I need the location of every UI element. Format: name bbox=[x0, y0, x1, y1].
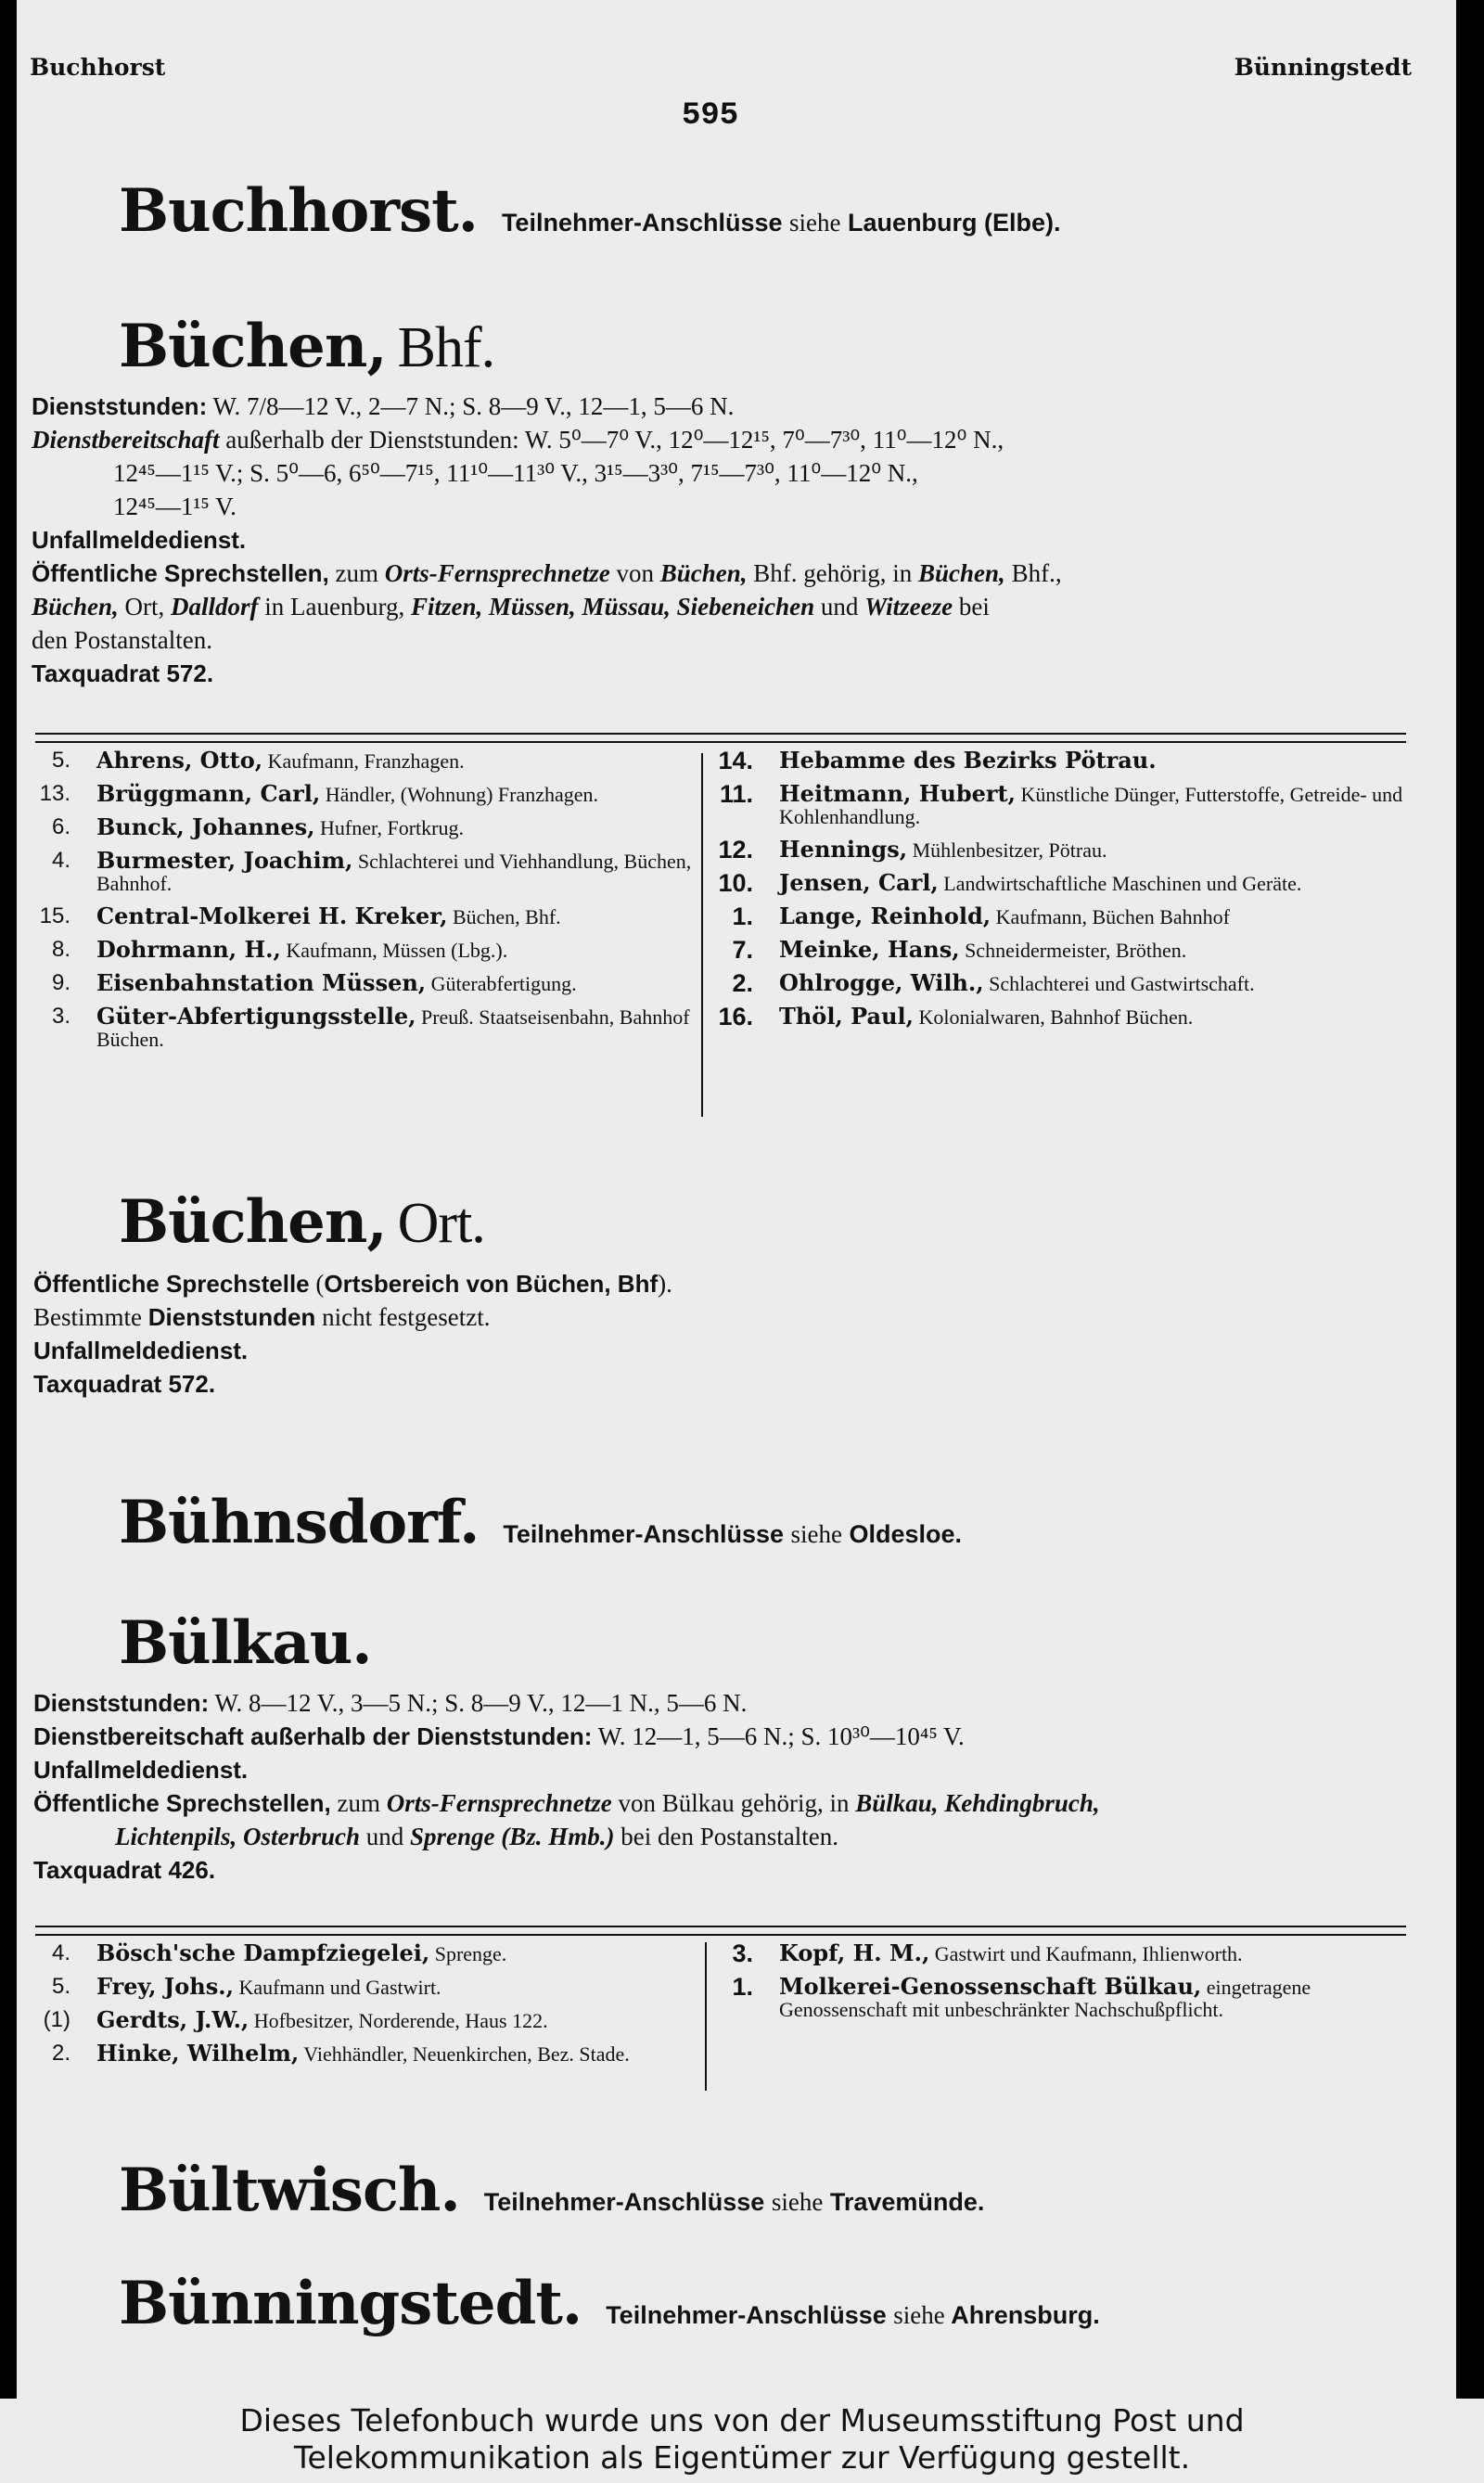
crossref-label: Teilnehmer-Anschlüsse bbox=[483, 2188, 765, 2216]
subscriber-name: Hennings, bbox=[779, 836, 908, 863]
info-segment: Dienstbereitschaft bbox=[32, 426, 220, 454]
place-name: Bühnsdorf. bbox=[119, 1488, 480, 1557]
column-divider bbox=[705, 1942, 707, 2091]
info-segment: zum bbox=[330, 1789, 387, 1817]
subscriber-number: 10. bbox=[718, 869, 753, 897]
subscriber-description: Viehhändler, Neuenkirchen, Bez. Stade. bbox=[299, 2042, 630, 2066]
subscriber-number: 4. bbox=[51, 1940, 70, 1965]
info-segment: Dienststunden: bbox=[33, 1689, 210, 1717]
subscriber-number: 15. bbox=[39, 903, 70, 928]
subscriber-description: Preuß. Staatseisenbahn, Bahnhof Büchen. bbox=[96, 1005, 690, 1051]
info-segment: Büchen, bbox=[32, 593, 119, 621]
info-segment: nicht festgesetzt. bbox=[315, 1303, 491, 1331]
info-line bbox=[32, 456, 1414, 490]
subscriber-number: 2. bbox=[51, 2041, 70, 2066]
info-segment: ( bbox=[309, 1270, 325, 1298]
crossref-see: siehe bbox=[790, 1520, 842, 1548]
subscriber-number: 5. bbox=[51, 1974, 70, 1999]
running-head-left: Buchhorst bbox=[30, 54, 166, 81]
subscriber-description: Kolonialwaren, Bahnhof Büchen. bbox=[914, 1005, 1194, 1029]
subscriber-description: Kaufmann, Müssen (Lbg.). bbox=[280, 939, 508, 962]
info-segment: und bbox=[814, 593, 865, 621]
info-line bbox=[32, 623, 1414, 657]
info-segment: Dalldorf bbox=[171, 593, 259, 621]
crossref-see: siehe bbox=[789, 209, 841, 237]
info-line bbox=[33, 1753, 1415, 1786]
subscriber-entry bbox=[32, 780, 694, 807]
subscriber-entry bbox=[714, 969, 1406, 997]
info-line bbox=[32, 557, 1414, 590]
subscriber-number: (1) bbox=[43, 2007, 70, 2032]
info-line bbox=[32, 590, 1414, 623]
crossref-label: Teilnehmer-Anschlüsse bbox=[501, 209, 783, 237]
info-segment: bei bbox=[953, 593, 990, 621]
info-segment: 12⁴⁵—1¹⁵ V.; S. 5⁰—6, 6⁵⁰—7¹⁵, 11¹⁰—11³⁰ V., 3¹⁵—3³⁰, 7¹⁵—7³⁰, 11⁰—12⁰ N., bbox=[113, 459, 918, 487]
subscriber-entry bbox=[32, 2006, 697, 2033]
info-segment: W. 12—1, 5—6 N.; S. 10³⁰—10⁴⁵ V. bbox=[592, 1722, 965, 1750]
subscriber-number: 8. bbox=[51, 937, 70, 962]
subscriber-entry bbox=[714, 838, 1406, 862]
subscriber-name: Eisenbahnstation Müssen, bbox=[96, 969, 427, 996]
subscriber-number: 1. bbox=[732, 902, 753, 930]
subscriber-name: Hebamme des Bezirks Pötrau. bbox=[779, 747, 1157, 774]
subscriber-number: 14. bbox=[718, 747, 753, 774]
info-segment: von Bülkau gehörig, in bbox=[611, 1789, 856, 1817]
subscriber-entry bbox=[32, 1939, 697, 1966]
info-segment: Ort, bbox=[118, 593, 172, 621]
info-segment: Taxquadrat 572. bbox=[33, 1370, 216, 1398]
entries-left-buechen-bhf bbox=[32, 749, 694, 1061]
subscriber-description: Kaufmann, Büchen Bahnhof bbox=[991, 905, 1230, 928]
info-block-buechen-bhf bbox=[32, 390, 1414, 690]
info-line bbox=[33, 1720, 1415, 1753]
subscriber-description: Künstliche Dünger, Futterstoffe, Getreide- und Kohlenhandlung. bbox=[779, 783, 1403, 828]
info-segment: Ortsbereich von Büchen, Bhf bbox=[324, 1270, 659, 1298]
heading-buehnsdorf bbox=[119, 1488, 963, 1557]
info-line bbox=[33, 1267, 1415, 1300]
subscriber-number: 9. bbox=[51, 970, 70, 995]
subscriber-description: Schneidermeister, Bröthen. bbox=[959, 939, 1187, 962]
subscriber-number: 13. bbox=[39, 781, 70, 806]
entries-right-buechen-bhf bbox=[714, 749, 1406, 1039]
subscriber-name: Hinke, Wilhelm, bbox=[96, 2040, 300, 2067]
info-line bbox=[32, 657, 1414, 690]
heading-buenningstedt bbox=[119, 2269, 1100, 2338]
place-name: Büchen, bbox=[119, 312, 387, 381]
info-segment: Unfallmeldedienst. bbox=[33, 1337, 249, 1364]
info-segment: Büchen, bbox=[918, 559, 1005, 587]
info-line bbox=[33, 1367, 1415, 1401]
section-rule bbox=[35, 1926, 1406, 1936]
subscriber-name: Lange, Reinhold, bbox=[779, 902, 991, 929]
subscriber-name: Güter-Abfertigungsstelle, bbox=[96, 1003, 416, 1030]
info-segment: bei den Postanstalten. bbox=[614, 1823, 839, 1850]
subscriber-number: 4. bbox=[51, 848, 70, 873]
subscriber-name: Gerdts, J.W., bbox=[96, 2006, 249, 2033]
subscriber-name: Ahrens, Otto, bbox=[96, 747, 263, 774]
crossref-label: Teilnehmer-Anschlüsse bbox=[606, 2301, 887, 2329]
subscriber-name: Brüggmann, Carl, bbox=[96, 780, 321, 807]
subscriber-entry bbox=[714, 902, 1406, 930]
entries-left-buelkau bbox=[32, 1939, 697, 2076]
entries-right-buelkau bbox=[714, 1939, 1406, 2031]
info-segment: Witzeeze bbox=[864, 593, 953, 621]
subscriber-number: 7. bbox=[732, 936, 753, 964]
subscriber-entry bbox=[32, 2042, 697, 2066]
crossref-target: Oldesloe. bbox=[849, 1520, 963, 1548]
subscriber-description: Güterabfertigung. bbox=[426, 972, 577, 995]
info-segment: Dienstbereitschaft außerhalb der Dienststunden: bbox=[33, 1722, 593, 1750]
subscriber-number: 16. bbox=[718, 1003, 753, 1030]
subscriber-name: Bösch'sche Dampfziegelei, bbox=[96, 1939, 430, 1966]
subscriber-name: Ohlrogge, Wilh., bbox=[779, 969, 984, 996]
place-name: Bültwisch. bbox=[119, 2156, 460, 2225]
running-head-right: Bünningstedt bbox=[1234, 54, 1412, 81]
subscriber-name: Bunck, Johannes, bbox=[96, 813, 315, 840]
subscriber-entry bbox=[714, 936, 1406, 964]
heading-buechen-bhf bbox=[119, 312, 495, 381]
subscriber-number: 11. bbox=[719, 780, 753, 808]
subscriber-name: Heitmann, Hubert, bbox=[779, 780, 1016, 807]
subscriber-name: Kopf, H. M., bbox=[779, 1939, 930, 1966]
subscriber-description: Büchen, Bhf. bbox=[447, 905, 561, 928]
crossref-target: Travemünde. bbox=[829, 2188, 985, 2216]
subscriber-entry bbox=[32, 813, 694, 840]
crossref-target: Lauenburg (Elbe). bbox=[848, 209, 1061, 237]
info-block-buelkau bbox=[33, 1686, 1415, 1887]
subscriber-number: 1. bbox=[732, 1973, 753, 2001]
info-line bbox=[33, 1300, 1415, 1334]
subscriber-description: Hufner, Fortkrug. bbox=[314, 816, 464, 839]
subscriber-description: Mühlenbesitzer, Pötrau. bbox=[907, 838, 1107, 862]
info-line bbox=[33, 1334, 1415, 1367]
place-name: Bünningstedt. bbox=[119, 2269, 582, 2338]
subscriber-description: Gastwirt und Kaufmann, Ihlienworth. bbox=[929, 1942, 1243, 1965]
info-segment: außerhalb der Dienststunden: W. 5⁰—7⁰ V., 12⁰—12¹⁵, 7⁰—7³⁰, 11⁰—12⁰ N., bbox=[219, 426, 1004, 454]
subscriber-name: Jensen, Carl, bbox=[779, 869, 939, 896]
info-segment: Orts-Fernsprechnetze bbox=[386, 1789, 612, 1817]
info-segment: Dienststunden: bbox=[32, 392, 208, 420]
subscriber-number: 5. bbox=[51, 748, 70, 773]
info-segment: Unfallmeldedienst. bbox=[33, 1756, 249, 1784]
info-line bbox=[32, 490, 1414, 523]
crossref-see: siehe bbox=[771, 2188, 824, 2216]
section-rule bbox=[35, 733, 1406, 743]
subscriber-entry bbox=[32, 902, 694, 929]
info-segment: Taxquadrat 426. bbox=[33, 1856, 216, 1884]
subscriber-entry bbox=[32, 969, 694, 996]
info-segment: zum bbox=[328, 559, 385, 587]
info-segment: Büchen, bbox=[659, 559, 748, 587]
info-segment: Orts-Fernsprechnetze bbox=[384, 559, 610, 587]
subscriber-name: Dohrmann, H., bbox=[96, 936, 281, 963]
info-segment: Dienststunden bbox=[147, 1303, 316, 1331]
subscriber-entry bbox=[32, 936, 694, 963]
info-segment: Unfallmeldedienst. bbox=[32, 526, 247, 554]
info-segment: W. 8—12 V., 3—5 N.; S. 8—9 V., 12—1 N., 5—6 N. bbox=[209, 1689, 748, 1717]
subscriber-description: Kaufmann und Gastwirt. bbox=[233, 1976, 441, 1999]
info-block-buechen-ort bbox=[33, 1267, 1415, 1401]
subscriber-entry bbox=[32, 1005, 694, 1051]
subscriber-description: Landwirtschaftliche Maschinen und Geräte. bbox=[938, 872, 1302, 895]
subscriber-number: 12. bbox=[718, 836, 753, 864]
info-segment: Öffentliche Sprechstelle bbox=[33, 1270, 310, 1298]
info-segment: W. 7/8—12 V., 2—7 N.; S. 8—9 V., 12—1, 5—6 N. bbox=[207, 392, 735, 420]
info-segment: Öffentliche Sprechstellen, bbox=[32, 559, 329, 587]
subscriber-description: Schlachterei und Viehhandlung, Büchen, Bahnhof. bbox=[96, 850, 692, 895]
subscriber-entry bbox=[714, 1973, 1406, 2021]
info-segment: Bestimmte bbox=[33, 1303, 148, 1331]
info-line bbox=[32, 390, 1414, 423]
info-line bbox=[33, 1820, 1415, 1853]
crossref-label: Teilnehmer-Anschlüsse bbox=[503, 1520, 784, 1548]
heading-buechen-ort bbox=[119, 1187, 485, 1257]
crossref-see: siehe bbox=[893, 2301, 945, 2329]
place-suffix: Bhf. bbox=[397, 316, 495, 379]
info-segment: Bülkau, Kehdingbruch, bbox=[855, 1789, 1100, 1817]
info-segment: Fitzen, Müssen, Müssau, Siebeneichen bbox=[411, 593, 815, 621]
place-suffix: Ort. bbox=[397, 1192, 485, 1255]
info-segment: den Postanstalten. bbox=[32, 626, 212, 654]
subscriber-number: 3. bbox=[732, 1939, 753, 1967]
subscriber-name: Molkerei-Genossenschaft Bülkau, bbox=[779, 1973, 1202, 2000]
place-name: Büchen, bbox=[119, 1187, 387, 1257]
info-line bbox=[33, 1686, 1415, 1720]
info-segment: 12⁴⁵—1¹⁵ V. bbox=[113, 493, 237, 520]
subscriber-description: Händler, (Wohnung) Franzhagen. bbox=[320, 783, 599, 806]
info-segment: Lichtenpils, Osterbruch bbox=[115, 1823, 361, 1850]
subscriber-description: Sprenge. bbox=[429, 1942, 507, 1965]
info-line bbox=[33, 1853, 1415, 1887]
subscriber-entry bbox=[714, 869, 1406, 897]
subscriber-entry bbox=[714, 749, 1406, 773]
subscriber-description: Kaufmann, Franzhagen. bbox=[262, 749, 465, 773]
subscriber-entry bbox=[32, 749, 694, 773]
info-segment: und bbox=[360, 1823, 411, 1850]
subscriber-number: 3. bbox=[51, 1004, 70, 1029]
subscriber-name: Meinke, Hans, bbox=[779, 936, 960, 963]
info-segment: Öffentliche Sprechstellen, bbox=[33, 1789, 331, 1817]
subscriber-name: Frey, Johs., bbox=[96, 1973, 234, 2000]
subscriber-number: 6. bbox=[51, 814, 70, 839]
info-line bbox=[32, 423, 1414, 456]
info-segment: Taxquadrat 572. bbox=[32, 659, 214, 687]
info-segment: in Lauenburg, bbox=[258, 593, 411, 621]
place-name: Buchhorst. bbox=[119, 176, 478, 246]
footer-line-1: Dieses Telefonbuch wurde uns von der Museumsstiftung Post und bbox=[239, 2402, 1245, 2438]
subscriber-entry bbox=[32, 847, 694, 895]
subscriber-description: Schlachterei und Gastwirtschaft. bbox=[983, 972, 1255, 995]
info-segment: Bhf. gehörig, in bbox=[747, 559, 919, 587]
info-line bbox=[32, 523, 1414, 557]
subscriber-description: Hofbesitzer, Norderende, Haus 122. bbox=[249, 2009, 548, 2032]
subscriber-name: Central-Molkerei H. Kreker, bbox=[96, 902, 448, 929]
subscriber-number: 2. bbox=[732, 969, 753, 997]
subscriber-entry bbox=[714, 780, 1406, 828]
subscriber-entry bbox=[32, 1973, 697, 2000]
place-name: Bülkau. bbox=[119, 1608, 372, 1678]
heading-buelkau bbox=[119, 1608, 372, 1678]
crossref-target: Ahrensburg. bbox=[951, 2301, 1100, 2329]
directory-page bbox=[17, 0, 1456, 2399]
subscriber-name: Thöl, Paul, bbox=[779, 1003, 915, 1030]
page-number: 595 bbox=[682, 98, 739, 134]
subscriber-description: eingetragene Genossenschaft mit unbeschränkter Nachschußpflicht. bbox=[779, 1976, 1311, 2021]
heading-bueltwisch bbox=[119, 2156, 985, 2225]
subscriber-entry bbox=[714, 1939, 1406, 1967]
heading-buchhorst bbox=[119, 176, 1061, 246]
subscriber-entry bbox=[714, 1005, 1406, 1029]
info-line bbox=[33, 1786, 1415, 1820]
subscriber-name: Burmester, Joachim, bbox=[96, 847, 353, 874]
provenance-footer bbox=[0, 2399, 1484, 2483]
info-segment: Sprenge (Bz. Hmb.) bbox=[410, 1823, 615, 1850]
footer-line-2: Telekommunikation als Eigentümer zur Verfügung gestellt. bbox=[293, 2439, 1191, 2476]
info-segment: von bbox=[609, 559, 660, 587]
info-segment: ). bbox=[658, 1270, 672, 1298]
info-segment: Bhf., bbox=[1004, 559, 1062, 587]
column-divider bbox=[701, 753, 703, 1117]
